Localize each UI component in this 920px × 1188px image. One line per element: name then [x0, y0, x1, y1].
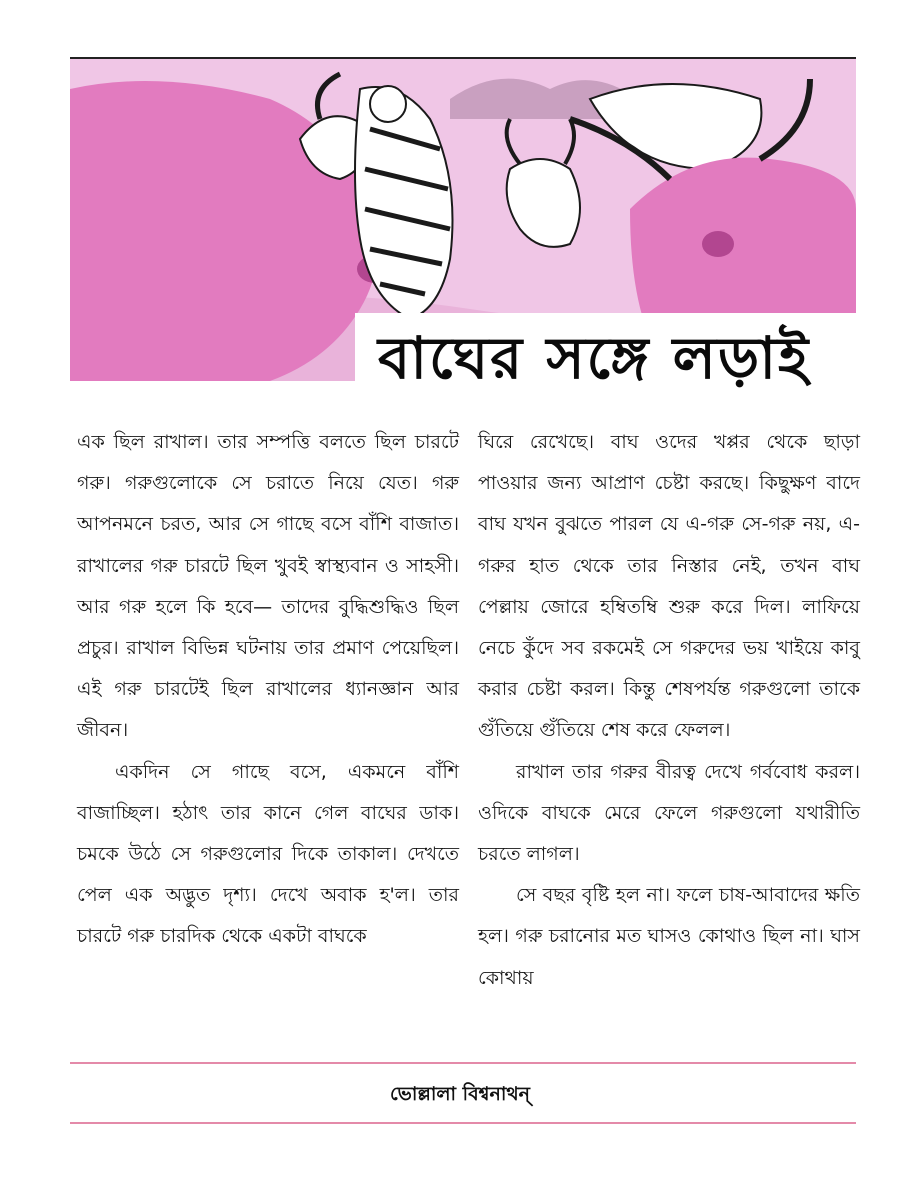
- paragraph: রাখাল তার গরুর বীরত্ব দেখে গর্ববোধ করল। ওদিকে বাঘকে মেরে ফেলে গরুগুলো যথারীতি চরতে লাগল।: [478, 760, 860, 866]
- tiger-head: [370, 86, 406, 122]
- right-column: [478, 422, 860, 999]
- story-title: বাঘের সঙ্গে লড়াই: [378, 324, 811, 392]
- divider-top: [70, 1062, 856, 1064]
- paragraph: এক ছিল রাখাল। তার সম্পত্তি বলতে ছিল চারটে গরু। গরুগুলোকে সে চরাতে নিয়ে যেত। গরু আপনমনে চরত, আর সে গাছে বসে বাঁশি বাজাত। রাখালের গরু চারটে ছিল খুবই স্বাস্থ্যবান ও সাহসী। আর গরু হলে কি হবে— তাদের বুদ্ধিশুদ্ধিও ছিল প্রচুর। রাখাল বিভিন্ন ঘটনায় তার প্রমাণ পেয়েছিল। এই গরু চারটেই ছিল রাখালের ধ্যানজ্ঞান আর জীবন।: [77, 431, 459, 742]
- paragraph: একদিন সে গাছে বসে, একমনে বাঁশি বাজাচ্ছিল। হঠাৎ তার কানে গেল বাঘের ডাক। চমকে উঠে সে গরুগুলোর দিকে তাকাল। দেখতে পেল এক অদ্ভুত দৃশ্য। দেখে অবাক হ'ল। তার চারটে গরু চারদিক থেকে একটা বাঘকে: [77, 760, 459, 948]
- paragraph: ঘিরে রেখেছে। বাঘ ওদের খপ্পর থেকে ছাড়া পাওয়ার জন্য আপ্রাণ চেষ্টা করছে। কিছুক্ষণ বাদে বাঘ যখন বুঝতে পারল যে এ-গরু সে-গরু নয়, এ-গরুর হাত থেকে তার নিস্তার নেই, তখন বাঘ পেল্লায় জোরে হম্বিতম্বি শুরু করে দিল। লাফিয়ে নেচে কুঁদে সব রকমেই সে গরুদের ভয় খাইয়ে কাবু করার চেষ্টা করল। কিন্তু শেষপর্যন্ত গরুগুলো তাকে গুঁতিয়ে গুঁতিয়ে শেষ করে ফেলল।: [478, 431, 860, 742]
- author-name: ভোল্লালা বিশ্বনাথন্: [389, 1083, 531, 1105]
- divider-bottom: [70, 1122, 856, 1124]
- right-cow-eye: [702, 231, 734, 257]
- paragraph: সে বছর বৃষ্টি হল না। ফলে চাষ-আবাদের ক্ষতি হল। গরু চরানোর মত ঘাসও কোথাও ছিল না। ঘাস কোথায়: [478, 884, 860, 989]
- left-column: [77, 422, 459, 958]
